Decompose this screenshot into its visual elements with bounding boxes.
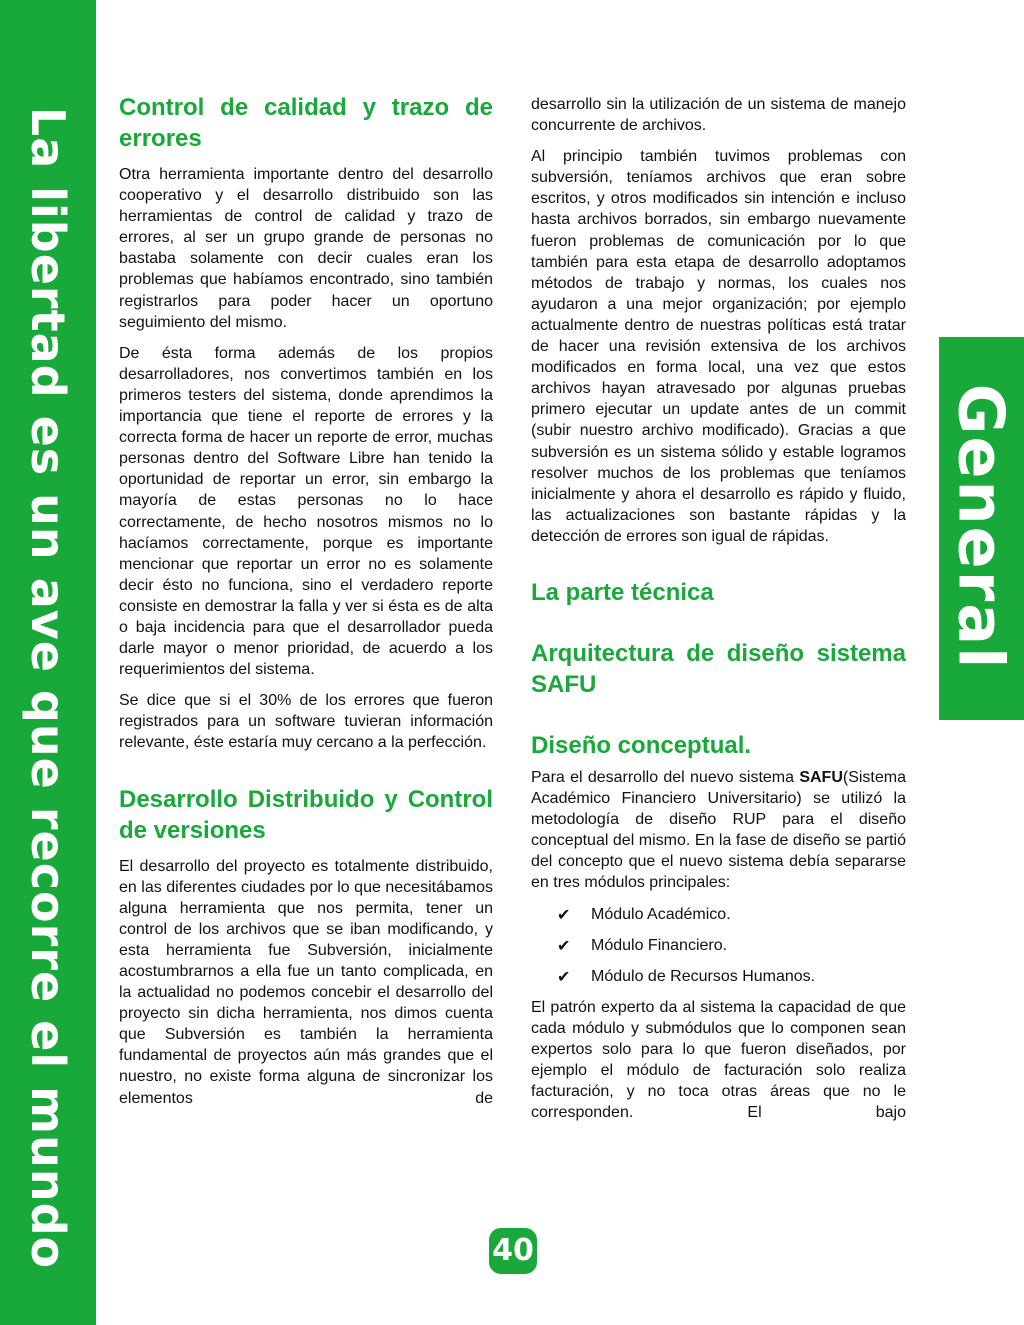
heading-arquitectura: Arquitectura de diseño sistema SAFU [531,639,906,698]
paragraph: desarrollo sin la utilización de un sistema de manejo concurrente de archivos. [531,96,906,135]
left-column [119,92,493,1119]
paragraph: Se dice que si el 30% de los errores que fueron registrados para un software tuvieran información relevante, éste estaría muy cercano a la perfección. [119,692,493,752]
section-tab [939,337,1024,720]
heading-diseno-conceptual: Diseño conceptual. [531,731,752,759]
left-green-band [0,0,96,1325]
list-item-label: Módulo de Recursos Humanos. [591,967,816,985]
list-item [531,935,906,956]
paragraph-text: (Sistema Académico Financiero Universitario) se utilizó la metodología de diseño RUP para el diseño conceptual del mismo. En la fase de diseño se partió del concepto que el nuevo sistema debía separarse en tres módulos principales: [531,768,906,892]
checkmark-icon: ✔ [557,906,571,924]
paragraph-safu [531,767,906,894]
paragraph: El desarrollo del proyecto es totalmente distribuido, en las diferentes ciudades por lo que necesitábamos alguna herramienta que nos permita, tener un control de los archivos que se iban modificando, y esta herramienta fue Subversión, inicialmente acostumbrarnos a ella fue un tanto complicada, en la actualidad no podemos concebir el desarrollo del proyecto sin dicha herramienta, nos dimos cuenta que Subversión es también la herramienta fundamental de proyectos aún más grandes que el nuestro, no existe forma alguna de sincronizar los elementos de [119,857,493,1107]
heading-control-calidad: Control de calidad y trazo de errores [119,94,493,152]
heading-parte-tecnica: La parte técnica [531,578,714,606]
list-item [531,966,906,987]
module-list [531,904,906,987]
page-number: 40 [489,1228,537,1274]
paragraph-text: Para el desarrollo del nuevo sistema [531,768,800,786]
paragraph: Al principio también tuvimos problemas con subversión, teníamos archivos que eran sobre escritos, y otros modificados sin intención e incluso hasta archivos borrados, sin embargo nuevamente fueron problemas de comunicación por lo que también para esta etapa de desarrollo adoptamos métodos de trabajo y normas, los cuales nos ayudaron a una mejor organización; por ejemplo actualmente dentro de nuestras políticas está tratar de hacer una revisión extensiva de los archivos modificados en forma local, una vez que estos archivos hayan atravesado por algunas pruebas primero ejecutar un update antes de un commit (subir nuestro archivo modificado). Gracias a que subversión es un sistema sólido y estable logramos resolver muchos de los problemas que teníamos inicialmente y ahora el desarrollo es rápido y fluido, las actualizaciones son bastante rápidas y la detección de errores son igual de rápidas. [531,148,906,545]
paragraph: Otra herramienta importante dentro del desarrollo cooperativo y el desarrollo distribuido son las herramientas de control de calidad y trazo de errores, al ser un grupo grande de personas no bastaba solamente con decir cuales eran los problemas que habíamos encontrado, sino también registrarlos para poder hacer un oportuno seguimiento del mismo. [119,166,493,331]
list-item-label: Módulo Académico. [591,905,731,923]
paragraph: De ésta forma además de los propios desarrolladores, nos convertimos también en los primeros testers del sistema, donde aprendimos la importancia que tiene el reporte de errores y la correcta forma de hacer un reporte de error, muchas personas dentro del Software Libre han tenido la oportunidad de reportar un error, sin embargo la mayoría de estas personas no lo hace correctamente, de hecho nosotros mismos no lo hacíamos correctamente, porque es importante mencionar que reportar un error no es solamente decir ésto no funciona, sino el verdadero reporte consiste en demostrar la falla y ver si ésta es de alta o baja incidencia para que el desarrollador pueda darle mayor o menor prioridad, de acuerdo a los requerimientos del sistema. [119,344,493,679]
section-tab-label: General [944,383,1018,671]
heading-desarrollo-distribuido: Desarrollo Distribuido y Control de versiones [119,785,493,844]
paragraph: El patrón experto da al sistema la capacidad de que cada módulo y submódulos que lo componen sean expertos solo para lo que fueron diseñados, por ejemplo el módulo de facturación solo realiza facturación, y no toca otras áreas que no le corresponden. El bajo [531,998,906,1121]
checkmark-icon: ✔ [557,937,571,955]
right-column [531,94,906,1133]
checkmark-icon: ✔ [557,968,571,986]
side-banner-text: La libertad es un ave que recorre el mundo [21,106,75,1270]
list-item [531,904,906,925]
safu-acronym: SAFU [799,768,843,786]
list-item-label: Módulo Financiero. [591,936,728,954]
